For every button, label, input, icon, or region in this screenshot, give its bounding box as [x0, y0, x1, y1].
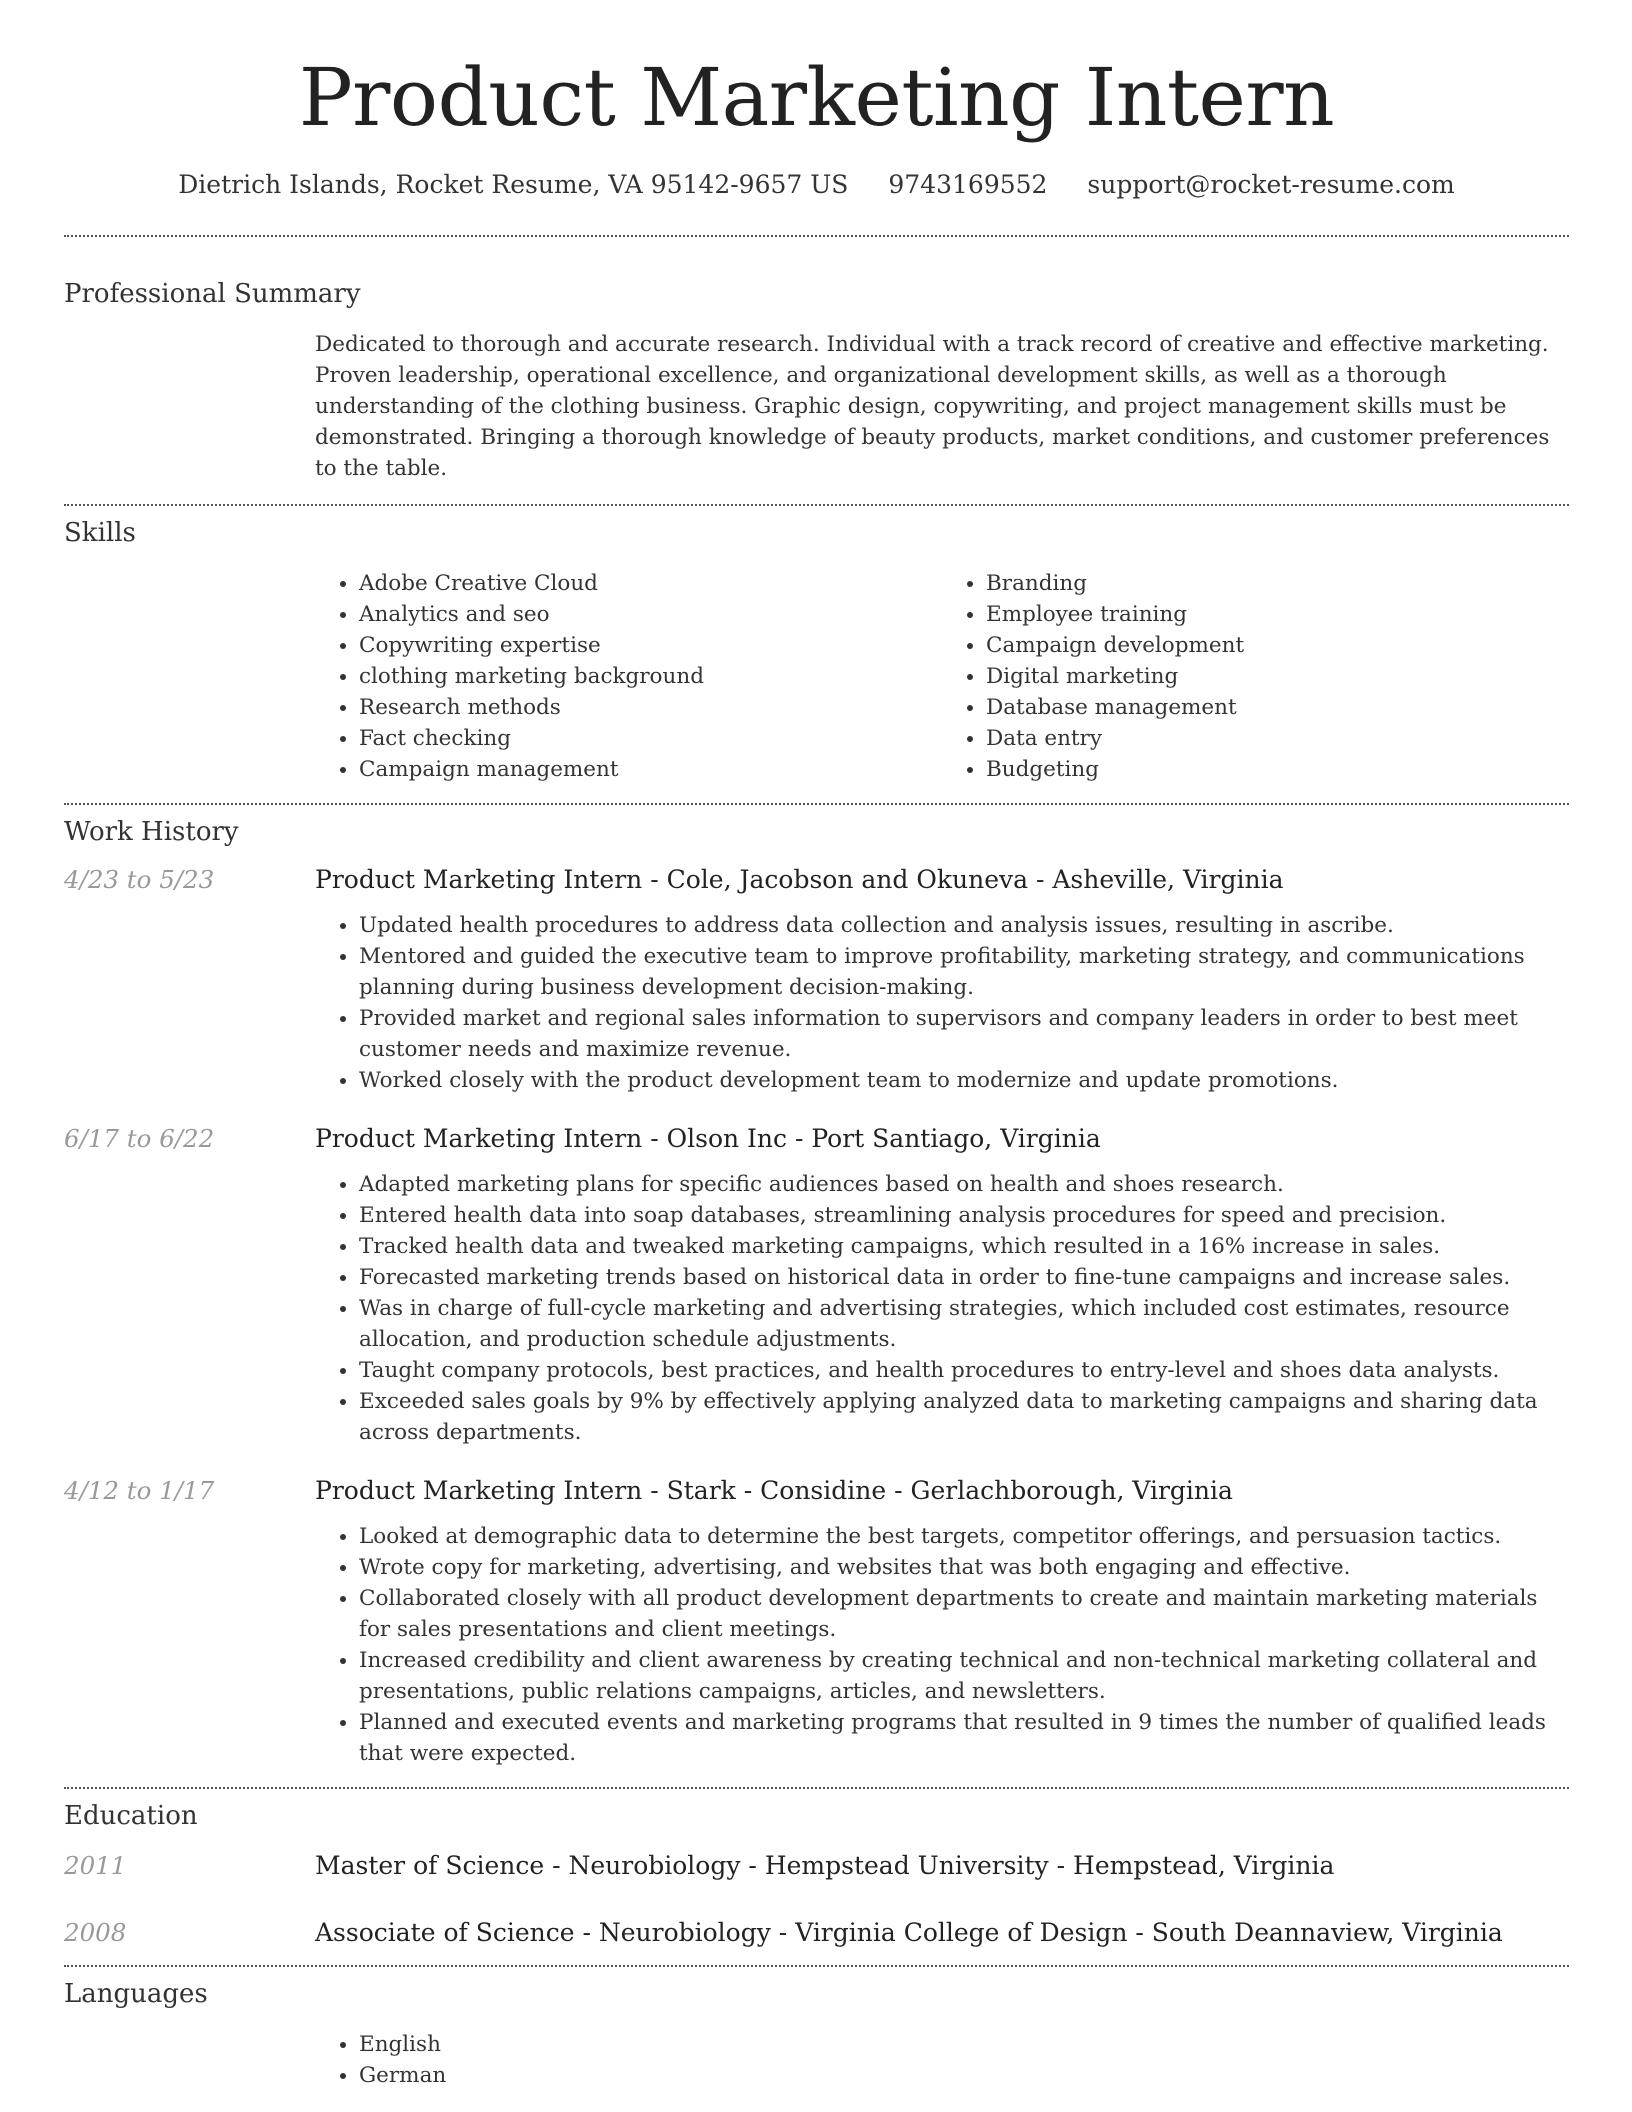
skill-item: • Data entry: [986, 723, 1569, 754]
job-bullets: [315, 910, 1569, 1096]
skill-item: • Copywriting expertise: [359, 630, 942, 661]
skill-item: • Branding: [986, 568, 1569, 599]
job-bullet: • Was in charge of full-cycle marketing and advertising strategies, which included cost estimates, resource allocation, and production schedule adjustments.: [359, 1293, 1569, 1355]
education-degree: Associate of Science - Neurobiology - Virginia College of Design - South Deannaview, Virginia: [315, 1918, 1503, 1947]
contact-address: Dietrich Islands, Rocket Resume, VA 95142-9657 US: [178, 170, 849, 199]
job-bullet: • Taught company protocols, best practices, and health procedures to entry-level and shoes data analysts.: [359, 1355, 1569, 1386]
job-dates: 4/23 to 5/23: [64, 865, 215, 894]
skills-list: [315, 568, 1569, 785]
job-dates: 4/12 to 1/17: [64, 1476, 215, 1505]
job-bullet: • Tracked health data and tweaked marketing campaigns, which resulted in a 16% increase in sales.: [359, 1231, 1569, 1262]
job-header: [64, 1476, 1569, 1505]
skill-item: • Digital marketing: [986, 661, 1569, 692]
job-entry: [64, 1476, 1569, 1769]
skill-item: • Fact checking: [359, 723, 942, 754]
divider: [64, 1965, 1569, 1967]
work-heading: Work History: [64, 817, 239, 847]
skill-item: • Employee training: [986, 599, 1569, 630]
language-item: • English: [359, 2029, 1569, 2060]
skill-item: • Adobe Creative Cloud: [359, 568, 942, 599]
job-bullet: • Provided market and regional sales information to supervisors and company leaders in order to best meet customer needs and maximize revenue.: [359, 1003, 1569, 1065]
job-bullet: • Entered health data into soap databases, streamlining analysis procedures for speed and precision.: [359, 1200, 1569, 1231]
skills-heading: Skills: [64, 518, 136, 548]
summary-heading: Professional Summary: [64, 279, 361, 309]
job-title: Product Marketing Intern - Stark - Considine - Gerlachborough, Virginia: [315, 1476, 1233, 1505]
skills-column-left: [315, 568, 942, 785]
job-title: Product Marketing Intern - Cole, Jacobson and Okuneva - Asheville, Virginia: [315, 865, 1284, 894]
education-year: 2011: [64, 1851, 127, 1880]
contact-line: [64, 170, 1569, 199]
divider: [64, 1787, 1569, 1789]
skill-item: • Campaign management: [359, 754, 942, 785]
job-bullets: [315, 1169, 1569, 1448]
divider: [64, 504, 1569, 506]
job-title: Product Marketing Intern - Olson Inc - Port Santiago, Virginia: [315, 1124, 1101, 1153]
summary-text: Dedicated to thorough and accurate research. Individual with a track record of creative and effective marketing. Proven leadership, operational excellence, and organizational development skills, as well as a thorough understanding of the clothing business. Graphic design, copywriting, and project management skills must be demonstrated. Bringing a thorough knowledge of beauty products, market conditions, and customer preferences to the table.: [315, 332, 1550, 481]
job-bullet: • Increased credibility and client awareness by creating technical and non-technical marketing collateral and presentations, public relations campaigns, articles, and newsletters.: [359, 1645, 1569, 1707]
languages-list: [315, 2029, 1569, 2091]
job-entry: [64, 865, 1569, 1096]
job-bullet: • Exceeded sales goals by 9% by effectively applying analyzed data to marketing campaigns and sharing data across departments.: [359, 1386, 1569, 1448]
job-bullet: • Looked at demographic data to determine the best targets, competitor offerings, and persuasion tactics.: [359, 1521, 1569, 1552]
job-bullet: • Updated health procedures to address data collection and analysis issues, resulting in ascribe.: [359, 910, 1569, 941]
skill-item: • Analytics and seo: [359, 599, 942, 630]
skill-item: • Campaign development: [986, 630, 1569, 661]
language-item: • German: [359, 2060, 1569, 2091]
job-bullet: • Planned and executed events and marketing programs that resulted in 9 times the number of qualified leads that were expected.: [359, 1707, 1569, 1769]
job-header: [64, 1124, 1569, 1153]
divider: [64, 235, 1569, 237]
job-bullet: • Worked closely with the product development team to modernize and update promotions.: [359, 1065, 1569, 1096]
languages-heading: Languages: [64, 1979, 208, 2009]
contact-email[interactable]: support@rocket-resume.com: [1087, 170, 1455, 199]
skills-column-right: [942, 568, 1569, 785]
education-entry: [64, 1918, 1569, 1947]
job-dates: 6/17 to 6/22: [64, 1124, 215, 1153]
resume-title: Product Marketing Intern: [298, 51, 1335, 144]
job-bullet: • Adapted marketing plans for specific audiences based on health and shoes research.: [359, 1169, 1569, 1200]
job-bullets: [315, 1521, 1569, 1769]
job-header: [64, 865, 1569, 894]
education-year: 2008: [64, 1918, 127, 1947]
education-degree: Master of Science - Neurobiology - Hempstead University - Hempstead, Virginia: [315, 1851, 1335, 1880]
resume-page: [64, 0, 1569, 2091]
job-bullet: • Wrote copy for marketing, advertising, and websites that was both engaging and effective.: [359, 1552, 1569, 1583]
education-heading: Education: [64, 1801, 198, 1831]
skill-item: • Budgeting: [986, 754, 1569, 785]
education-entry: [64, 1851, 1569, 1880]
job-entry: [64, 1124, 1569, 1448]
divider: [64, 803, 1569, 805]
job-bullet: • Forecasted marketing trends based on historical data in order to fine-tune campaigns and increase sales.: [359, 1262, 1569, 1293]
skill-item: • Research methods: [359, 692, 942, 723]
job-bullet: • Collaborated closely with all product development departments to create and maintain marketing materials for sales presentations and client meetings.: [359, 1583, 1569, 1645]
job-bullet: • Mentored and guided the executive team to improve profitability, marketing strategy, and communications planning during business development decision-making.: [359, 941, 1569, 1003]
skill-item: • clothing marketing background: [359, 661, 942, 692]
skill-item: • Database management: [986, 692, 1569, 723]
contact-phone: 9743169552: [888, 170, 1048, 199]
